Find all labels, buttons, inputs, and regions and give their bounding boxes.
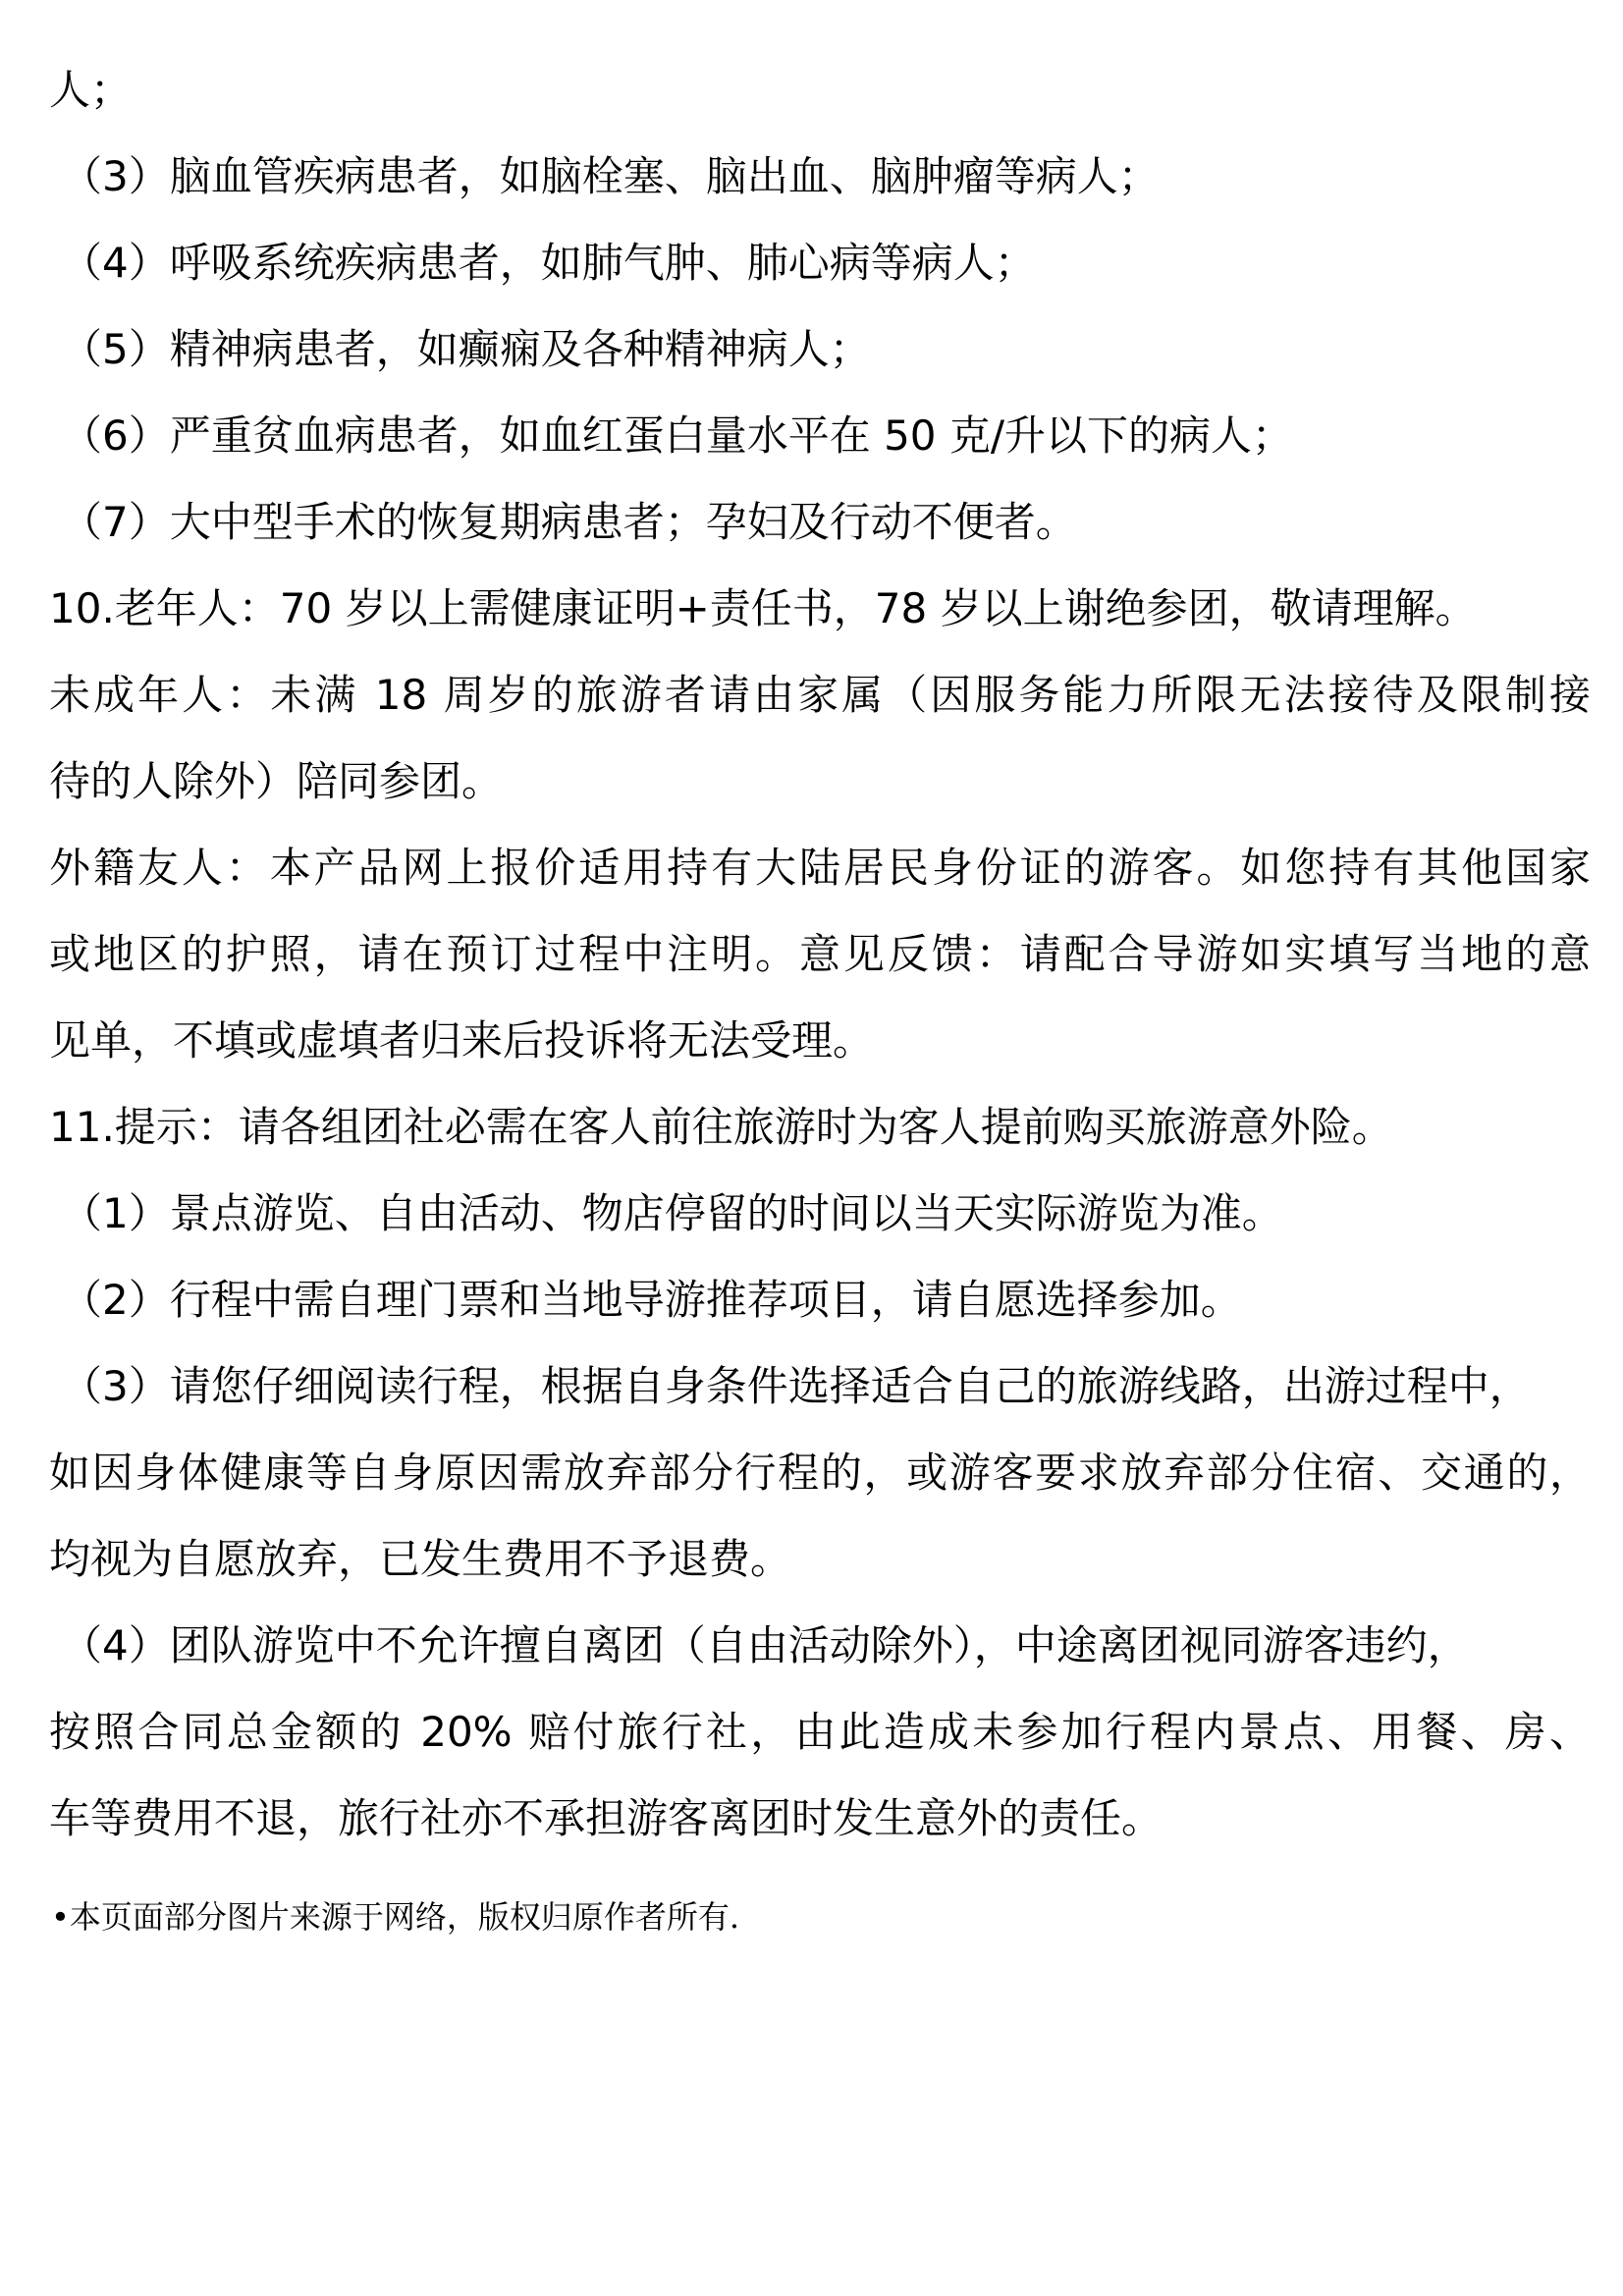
text-line-20: 按照合同总金额的 20% 赔付旅行社，由此造成未参加行程内景点、用餐、房、 bbox=[49, 1708, 1591, 1756]
text-line-7: 10.老年人：70 岁以上需健康证明+责任书，78 岁以上谢绝参团，敬请理解。 bbox=[49, 584, 1477, 632]
text-line-12: 见单，不填或虚填者归来后投诉将无法受理。 bbox=[49, 1016, 875, 1065]
text-line-15: （2）行程中需自理门票和当地导游推荐项目，请自愿选择参加。 bbox=[61, 1276, 1242, 1324]
text-line-8: 未成年人：未满 18 周岁的旅游者请由家属（因服务能力所限无法接待及限制接 bbox=[49, 671, 1591, 719]
text-line-14: （1）景点游览、自由活动、物店停留的时间以当天实际游览为准。 bbox=[61, 1189, 1283, 1237]
text-line-6: （7）大中型手术的恢复期病患者；孕妇及行动不便者。 bbox=[61, 498, 1077, 546]
text-line-19: （4）团队游览中不允许擅自离团（自由活动除外），中途离团视同游客违约， bbox=[61, 1621, 1469, 1669]
text-line-13: 11.提示：请各组团社必需在客人前往旅游时为客人提前购买旅游意外险。 bbox=[49, 1103, 1393, 1151]
text-line-1: 人； bbox=[49, 66, 133, 114]
document-body bbox=[49, 47, 1591, 1862]
text-line-11: 或地区的护照，请在预订过程中注明。意见反馈：请配合导游如实填写当地的意 bbox=[49, 930, 1591, 978]
text-line-3: （4）呼吸系统疾病患者，如肺气肿、肺心病等病人； bbox=[61, 239, 1036, 287]
copyright-footnote: •本页面部分图片来源于网络，版权归原作者所有. bbox=[51, 1898, 740, 1936]
text-line-4: （5）精神病患者，如癫痫及各种精神病人； bbox=[61, 325, 871, 373]
text-line-5: （6）严重贫血病患者，如血红蛋白量水平在 50 克/升以下的病人； bbox=[61, 411, 1294, 460]
text-line-16: （3）请您仔细阅读行程，根据自身条件选择适合自己的旅游线路，出游过程中， bbox=[61, 1362, 1531, 1410]
text-line-10: 外籍友人：本产品网上报价适用持有大陆居民身份证的游客。如您持有其他国家 bbox=[49, 844, 1591, 892]
text-line-9: 待的人除外）陪同参团。 bbox=[49, 757, 504, 805]
text-line-17: 如因身体健康等自身原因需放弃部分行程的，或游客要求放弃部分住宿、交通的， bbox=[49, 1449, 1591, 1497]
text-line-21: 车等费用不退，旅行社亦不承担游客离团时发生意外的责任。 bbox=[49, 1794, 1163, 1842]
text-line-2: （3）脑血管疾病患者，如脑栓塞、脑出血、脑肿瘤等病人； bbox=[61, 152, 1160, 200]
text-line-18: 均视为自愿放弃，已发生费用不予退费。 bbox=[49, 1535, 792, 1583]
